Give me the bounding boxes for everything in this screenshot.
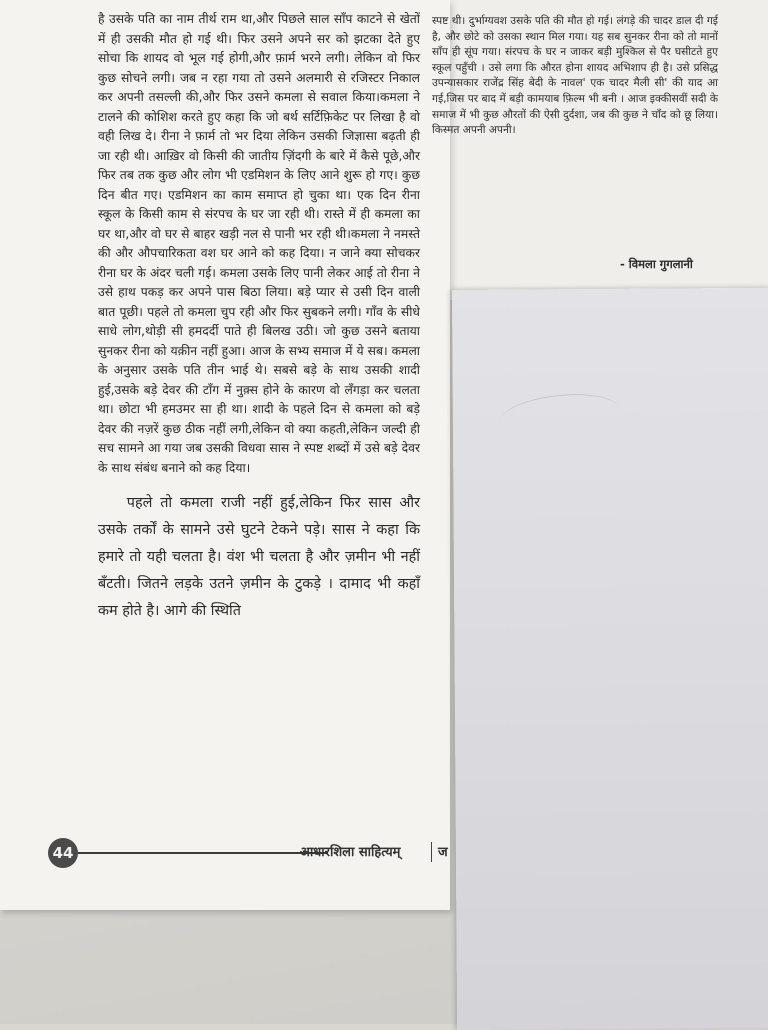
body-paragraph-2: पहले तो कमला राजी नहीं हुई,लेकिन फिर सास और उसके तर्कों के सामने उसे घुटने टेकने पड़े। सास ने कहा कि हमारे तो यही चलता है। वंश भी चलता है और ज़मीन भी नहीं बँटती। जितने लड़के उतने ज़मीन के टुकड़े । दामाद भी कहाँ कम होते है। आगे की स्थिति <box>98 495 420 619</box>
footer-separator <box>431 842 432 862</box>
page-number-badge: 44 <box>48 838 78 868</box>
left-text-column <box>98 10 420 625</box>
body-paragraph-1: है उसके पति का नाम तीर्थ राम था,और पिछले साल साँप काटने से खेतों में ही उसकी मौत हो गई थी। फिर उसने अपने सर को झटका देते हुए सोचा कि शायद वो भूल गई होगी,और फ़ार्म भरने लगी। लेकिन वो फिर कुछ सोचने लगी। जब न रहा गया तो उसने अलमारी से रजिस्टर निकाल कर अपनी तसल्ली की,और फिर उसने कमला से सवाल किया।कमला ने टालने की कोशिश करते हुए कहा कि जो बर्थ सर्टिफ़िकेट पर लिखा है वो वही लिख दे। रीना ने फ़ार्म तो भर दिया लेकिन उसकी जिज्ञासा बढ़ती ही जा रही थी। आख़िर वो किसी की जातीय ज़िंदगी के बारे में कैसे पूछे,और फिर तब तक कुछ और लोग भी एडमिशन के लिए आने शुरू हो गए। कुछ दिन बीत गए। एडमिशन का काम समाप्त हो चुका था। एक दिन रीना स्कूल के किसी काम से संरपच के घर जा रही थी। रास्ते में ही कमला का घर था,और वो घर से बाहर खड़ी नल से पानी भर रही थी।कमला ने नमस्ते की और औपचारिकता वश घर आने को कह दिया। न जाने क्या सोचकर रीना घर के अंदर चली गई। कमला उसके लिए पानी लेकर आई तो रीना ने उसे हाथ पकड़ कर अपने पास बिठा लिया। बड़े प्यार से उसी दिन वाली बात पूछी। पहले तो कमला चुप रही और फिर सुबकने लगी। गाँव के सीधे साधे लोग,थोड़ी सी हमदर्दी पाते ही बिलख उठी। जो कुछ उसने बताया सुनकर रीना को यक़ीन नहीं हुआ। आज के सभ्य समाज में ये सब। कमला के अनुसार उसके पति तीन भाई थे। सबसे बड़े के साथ उसकी शादी हुई,उसके बड़े देवर की टाँग में नुक़्स होने के कारण वो लँगड़ा कर चलता था। छोटा भी हमउमर सा ही था। शादी के पहले दिन से कमला को बड़े देवर की नज़रें कुछ ठीक नहीं लगी,लेकिन वो क्या कहती,लेकिन जल्दी ही सच सामने आ गया जब उसकी विधवा सास ने स्पष्ट शब्दों में उसे बड़े देवर के साथ संबंध बनाने को कह दिया। <box>98 12 420 475</box>
author-signature: - विमला गुगलानी <box>620 257 693 271</box>
right-text-column <box>432 14 718 139</box>
page-footer <box>48 838 450 870</box>
footer-rule <box>78 852 328 854</box>
right-paragraph: स्पष्ट थी। दुर्भाग्यवश उसके पति की मौत हो गई। लंगड़े की चादर डाल दी गई है, और छोटे को उसका स्थान मिल गया। यह सब सुनकर रीना को तो मानों साँप ही सूंघ गया। संरपच के घर न जाकर बड़ी मुश्किल से पैर घसीटते हुए स्कूल पहुँची । उसे लगा कि औरत होना शायद अभिशाप ही है। उसे प्रसिद्ध उपन्यासकार राजेंद्र सिंह बेदी के नावल' एक चादर मैली सी' की याद आ गई,जिस पर बाद में बड़ी कामयाब फ़िल्म भी बनी । आज इक्कीसवीं सदी के समाज में भी कुछ औरतों की ऐसी दुर्दशा, जब की कुछ ने चाँद को छू लिया। किस्मत अपनी अपनी। <box>432 15 718 137</box>
magazine-name: आधारशिला साहित्यम् <box>300 845 401 860</box>
footer-cut-text: ज <box>438 845 448 860</box>
